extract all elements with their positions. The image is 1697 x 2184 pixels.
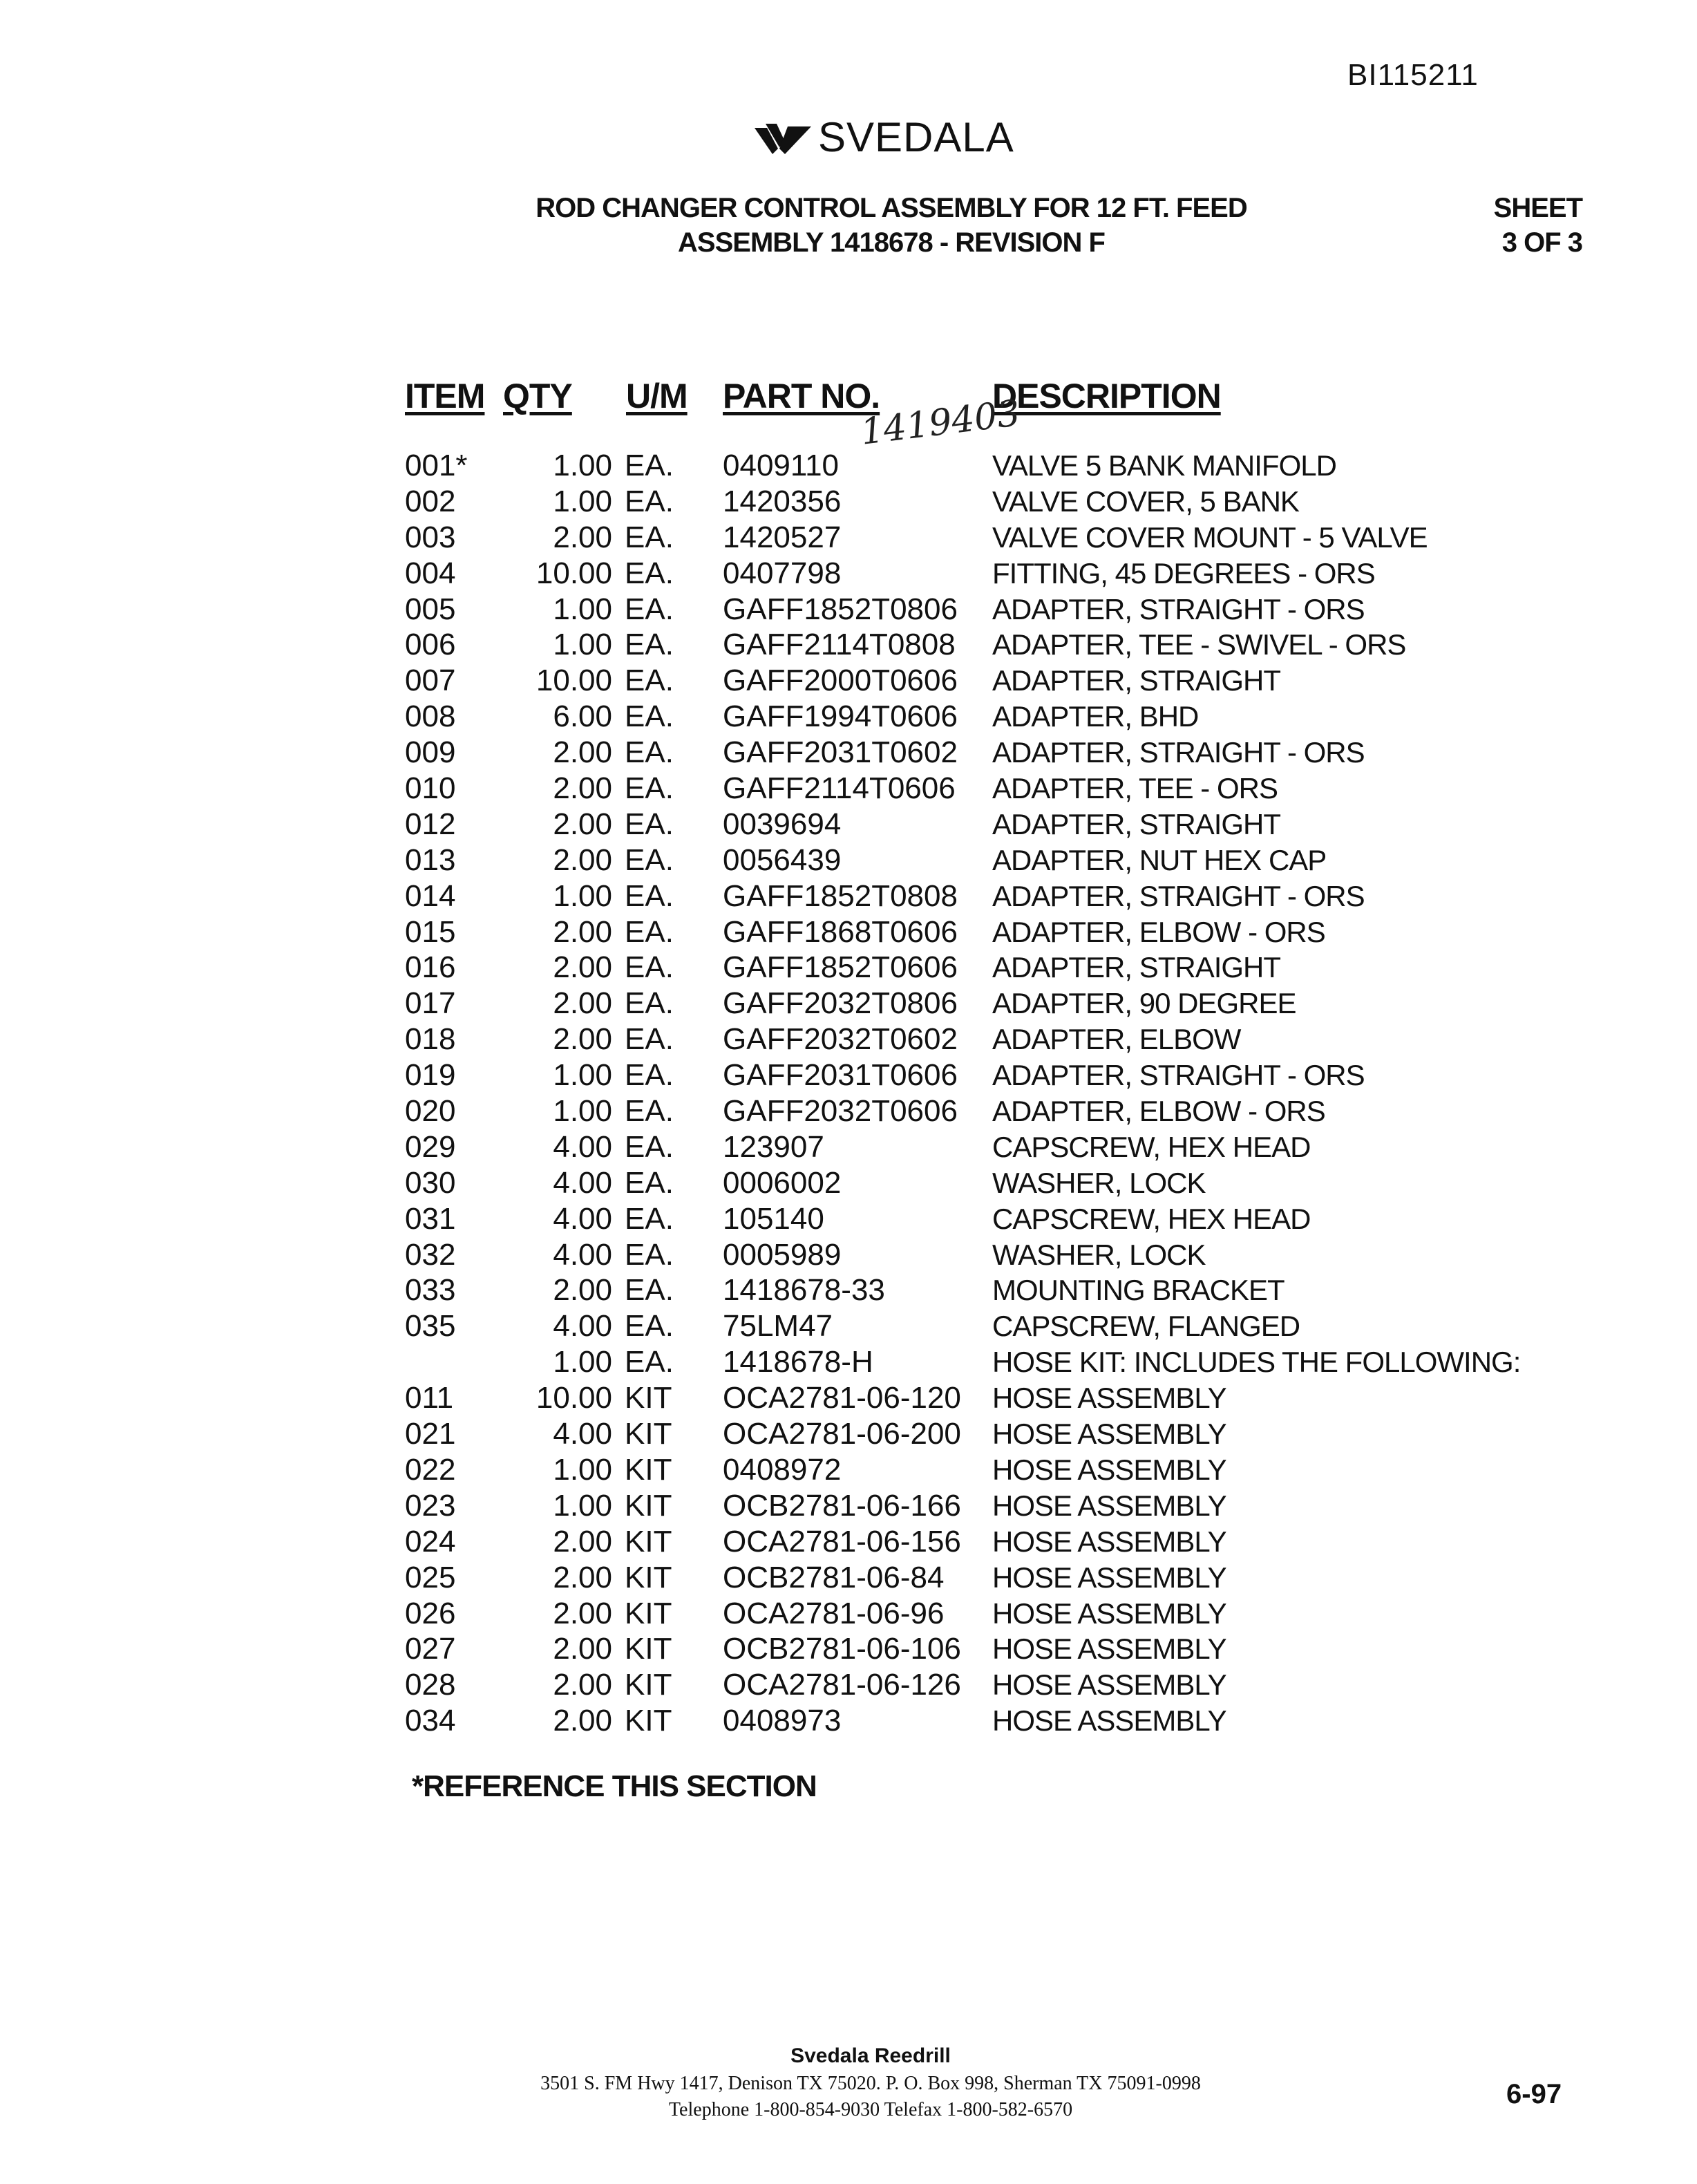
column-header-part: PART NO. [723, 377, 880, 415]
unit-of-measure-cell: EA. [625, 484, 674, 518]
company-logo [752, 113, 1014, 161]
quantity-cell: 1.00 [553, 1094, 612, 1129]
unit-of-measure-cell: EA. [625, 1273, 674, 1308]
part-number-cell: OCA2781-06-156 [723, 1524, 961, 1559]
item-number-cell: 009 [405, 735, 456, 770]
quantity-cell: 1.00 [553, 628, 612, 662]
description-cell: HOSE ASSEMBLY [992, 1597, 1226, 1630]
unit-of-measure-cell: EA. [625, 1129, 674, 1164]
part-number-cell: OCA2781-06-96 [723, 1596, 945, 1630]
item-number-cell: 016 [405, 950, 456, 985]
item-number-cell: 010 [405, 771, 456, 806]
part-number-cell: GAFF2114T0808 [723, 628, 956, 662]
unit-of-measure-cell: EA. [625, 914, 674, 949]
sheet-value: 3 OF 3 [1501, 227, 1582, 258]
unit-of-measure-cell: EA. [625, 1094, 674, 1129]
description-cell: MOUNTING BRACKET [992, 1274, 1284, 1307]
quantity-cell: 4.00 [553, 1237, 612, 1272]
item-number-cell: 030 [405, 1165, 456, 1200]
quantity-cell: 2.00 [553, 735, 612, 770]
quantity-cell: 4.00 [553, 1201, 612, 1236]
part-number-cell: OCA2781-06-200 [723, 1417, 961, 1451]
unit-of-measure-cell: EA. [625, 520, 674, 554]
part-number-cell: 1418678-33 [723, 1273, 885, 1308]
description-cell: WASHER, LOCK [992, 1238, 1206, 1271]
item-number-cell: 011 [405, 1381, 454, 1415]
description-cell: ADAPTER, BHD [992, 700, 1199, 733]
unit-of-measure-cell: EA. [625, 807, 674, 841]
quantity-cell: 2.00 [553, 1668, 612, 1702]
logo-text: SVEDALA [818, 114, 1014, 160]
quantity-cell: 2.00 [553, 914, 612, 949]
description-cell: HOSE ASSEMBLY [992, 1525, 1226, 1558]
item-number-cell: 022 [405, 1452, 456, 1487]
part-number-cell: 0408973 [723, 1704, 842, 1738]
unit-of-measure-cell: EA. [625, 878, 674, 913]
quantity-cell: 1.00 [553, 1345, 612, 1380]
part-number-cell: OCB2781-06-106 [723, 1632, 961, 1666]
unit-of-measure-cell: EA. [625, 1237, 674, 1272]
description-cell: ADAPTER, STRAIGHT - ORS [992, 1059, 1365, 1092]
description-cell: ADAPTER, STRAIGHT - ORS [992, 736, 1365, 769]
quantity-cell: 2.00 [553, 1632, 612, 1666]
item-number-cell: 018 [405, 1022, 456, 1057]
footer-company: Svedala Reedrill [790, 2044, 951, 2067]
item-number-cell: 021 [405, 1417, 456, 1451]
column-header-description: DESCRIPTION [992, 377, 1221, 415]
item-number-cell: 034 [405, 1704, 456, 1738]
quantity-cell: 2.00 [553, 1022, 612, 1057]
unit-of-measure-cell: KIT [625, 1488, 672, 1523]
item-number-cell: 004 [405, 556, 456, 590]
quantity-cell: 2.00 [553, 986, 612, 1021]
description-cell: ADAPTER, STRAIGHT [992, 664, 1281, 697]
unit-of-measure-cell: KIT [625, 1524, 672, 1559]
quantity-cell: 2.00 [553, 1524, 612, 1559]
part-number-cell: GAFF2114T0606 [723, 771, 956, 806]
item-number-cell: 031 [405, 1201, 456, 1236]
description-cell: HOSE ASSEMBLY [992, 1704, 1226, 1738]
part-number-cell: 123907 [723, 1129, 824, 1164]
item-number-cell: 017 [405, 986, 456, 1021]
item-number-cell: 015 [405, 914, 456, 949]
description-cell: ADAPTER, TEE - SWIVEL - ORS [992, 628, 1406, 661]
item-number-cell: 026 [405, 1596, 456, 1630]
description-cell: WASHER, LOCK [992, 1166, 1206, 1199]
description-cell: HOSE ASSEMBLY [992, 1632, 1226, 1666]
description-cell: HOSE ASSEMBLY [992, 1382, 1226, 1415]
item-number-cell: 025 [405, 1560, 456, 1594]
part-number-cell: GAFF1994T0606 [723, 699, 958, 734]
quantity-cell: 1.00 [553, 1488, 612, 1523]
unit-of-measure-cell: EA. [625, 1345, 674, 1380]
column-header-item: ITEM [405, 377, 485, 415]
description-cell: VALVE COVER MOUNT - 5 VALVE [992, 520, 1428, 554]
description-cell: ADAPTER, ELBOW - ORS [992, 1095, 1325, 1128]
item-number-cell: 020 [405, 1094, 456, 1129]
column-header-qty: QTY [503, 377, 572, 415]
item-number-cell: 003 [405, 520, 456, 554]
unit-of-measure-cell: EA. [625, 1309, 674, 1344]
unit-of-measure-cell: KIT [625, 1417, 672, 1451]
description-cell: CAPSCREW, HEX HEAD [992, 1130, 1311, 1163]
part-number-cell: 1420527 [723, 520, 842, 554]
unit-of-measure-cell: KIT [625, 1560, 672, 1594]
quantity-cell: 4.00 [553, 1129, 612, 1164]
item-number-cell: 028 [405, 1668, 456, 1702]
description-cell: HOSE ASSEMBLY [992, 1668, 1226, 1702]
quantity-cell: 10.00 [535, 556, 612, 590]
part-number-cell: 0407798 [723, 556, 842, 590]
unit-of-measure-cell: KIT [625, 1668, 672, 1702]
description-cell: ADAPTER, ELBOW - ORS [992, 915, 1325, 948]
unit-of-measure-cell: EA. [625, 699, 674, 734]
quantity-cell: 2.00 [553, 807, 612, 841]
document-id: BI115211 [1347, 58, 1479, 92]
part-number-cell: GAFF2032T0806 [723, 986, 958, 1021]
title-line-1: ROD CHANGER CONTROL ASSEMBLY FOR 12 FT. FEED [535, 193, 1247, 223]
quantity-cell: 10.00 [535, 663, 612, 698]
quantity-cell: 2.00 [553, 1596, 612, 1630]
part-number-cell: 0039694 [723, 807, 842, 841]
unit-of-measure-cell: EA. [625, 556, 674, 590]
quantity-cell: 4.00 [553, 1309, 612, 1344]
unit-of-measure-cell: EA. [625, 771, 674, 806]
description-cell: ADAPTER, 90 DEGREE [992, 987, 1296, 1020]
quantity-cell: 10.00 [535, 1381, 612, 1415]
part-number-cell: OCA2781-06-126 [723, 1668, 961, 1702]
description-cell: ADAPTER, ELBOW [992, 1023, 1241, 1056]
unit-of-measure-cell: KIT [625, 1704, 672, 1738]
quantity-cell: 4.00 [553, 1417, 612, 1451]
quantity-cell: 1.00 [553, 449, 612, 482]
svedala-logo-icon [752, 118, 814, 157]
unit-of-measure-cell: KIT [625, 1452, 672, 1487]
part-number-cell: 0408972 [723, 1452, 842, 1487]
description-cell: VALVE 5 BANK MANIFOLD [992, 449, 1336, 482]
item-number-cell: 001* [405, 449, 468, 482]
unit-of-measure-cell: EA. [625, 592, 674, 626]
unit-of-measure-cell: EA. [625, 1165, 674, 1200]
part-number-cell: 0409110 [723, 449, 840, 482]
part-number-cell: OCB2781-06-84 [723, 1560, 945, 1594]
item-number-cell: 002 [405, 484, 456, 518]
unit-of-measure-cell: EA. [625, 1201, 674, 1236]
description-cell: HOSE ASSEMBLY [992, 1418, 1226, 1451]
item-number-cell: 035 [405, 1309, 456, 1344]
quantity-cell: 2.00 [553, 950, 612, 985]
unit-of-measure-cell: KIT [625, 1632, 672, 1666]
part-number-cell: GAFF2031T0602 [723, 735, 958, 770]
part-number-cell: 0006002 [723, 1165, 842, 1200]
item-number-cell: 008 [405, 699, 456, 734]
description-cell: ADAPTER, NUT HEX CAP [992, 843, 1327, 876]
unit-of-measure-cell: EA. [625, 842, 674, 877]
unit-of-measure-cell: KIT [625, 1381, 672, 1415]
description-cell: FITTING, 45 DEGREES - ORS [992, 556, 1375, 590]
quantity-cell: 1.00 [553, 484, 612, 518]
description-cell: CAPSCREW, HEX HEAD [992, 1202, 1311, 1235]
footer [456, 2042, 1285, 2123]
part-number-cell: GAFF1852T0806 [723, 592, 958, 626]
document-title [484, 191, 1299, 260]
quantity-cell: 1.00 [553, 1452, 612, 1487]
part-number-cell: 1420356 [723, 484, 842, 518]
quantity-cell: 1.00 [553, 1058, 612, 1093]
description-cell: ADAPTER, STRAIGHT [992, 807, 1281, 840]
description-cell: ADAPTER, STRAIGHT - ORS [992, 879, 1365, 912]
unit-of-measure-cell: EA. [625, 986, 674, 1021]
unit-of-measure-cell: EA. [625, 663, 674, 698]
sheet-info [1451, 191, 1582, 260]
unit-of-measure-cell: EA. [625, 628, 674, 662]
page-number: 6-97 [1506, 2079, 1562, 2109]
quantity-cell: 2.00 [553, 520, 612, 554]
quantity-cell: 1.00 [553, 592, 612, 626]
quantity-cell: 1.00 [553, 878, 612, 913]
description-cell: HOSE ASSEMBLY [992, 1453, 1226, 1486]
description-cell: HOSE ASSEMBLY [992, 1561, 1226, 1594]
footer-address: 3501 S. FM Hwy 1417, Denison TX 75020. P. O. Box 998, Sherman TX 75091-0998 [540, 2073, 1201, 2094]
sheet-label: SHEET [1493, 193, 1582, 223]
part-number-cell: 1418678-H [723, 1345, 873, 1380]
quantity-cell: 2.00 [553, 1560, 612, 1594]
unit-of-measure-cell: EA. [625, 449, 674, 482]
item-number-cell: 014 [405, 878, 456, 913]
item-number-cell: 013 [405, 842, 456, 877]
quantity-cell: 2.00 [553, 1273, 612, 1308]
part-number-cell: GAFF2000T0606 [723, 663, 958, 698]
part-number-cell: 75LM47 [723, 1309, 833, 1344]
item-number-cell: 006 [405, 628, 456, 662]
part-number-cell: GAFF2031T0606 [723, 1058, 958, 1093]
unit-of-measure-cell: KIT [625, 1596, 672, 1630]
item-number-cell: 012 [405, 807, 456, 841]
description-cell: CAPSCREW, FLANGED [992, 1310, 1300, 1343]
part-number-cell: GAFF2032T0602 [723, 1022, 958, 1057]
title-line-2: ASSEMBLY 1418678 - REVISION F [678, 227, 1105, 258]
part-number-cell: 0005989 [723, 1237, 842, 1272]
description-cell: HOSE ASSEMBLY [992, 1489, 1226, 1522]
description-cell: ADAPTER, TEE - ORS [992, 772, 1278, 805]
quantity-cell: 2.00 [553, 1704, 612, 1738]
item-number-cell: 032 [405, 1237, 456, 1272]
part-number-cell: 105140 [723, 1201, 824, 1236]
item-number-cell: 007 [405, 663, 456, 698]
part-number-cell: GAFF1852T0808 [723, 878, 958, 913]
quantity-cell: 2.00 [553, 771, 612, 806]
part-number-cell: GAFF1852T0606 [723, 950, 958, 985]
column-header-um: U/M [626, 377, 688, 415]
unit-of-measure-cell: EA. [625, 1022, 674, 1057]
unit-of-measure-cell: EA. [625, 950, 674, 985]
item-number-cell: 033 [405, 1273, 456, 1308]
unit-of-measure-cell: EA. [625, 1058, 674, 1093]
part-number-cell: GAFF1868T0606 [723, 914, 958, 949]
quantity-cell: 6.00 [553, 699, 612, 734]
item-number-cell: 023 [405, 1488, 456, 1523]
quantity-cell: 4.00 [553, 1165, 612, 1200]
description-cell: HOSE KIT: INCLUDES THE FOLLOWING: [992, 1346, 1521, 1379]
description-cell: VALVE COVER, 5 BANK [992, 484, 1299, 518]
part-number-cell: OCA2781-06-120 [723, 1381, 961, 1415]
part-number-cell: OCB2781-06-166 [723, 1488, 961, 1523]
description-cell: ADAPTER, STRAIGHT [992, 951, 1281, 984]
part-number-cell: GAFF2032T0606 [723, 1094, 958, 1129]
quantity-cell: 2.00 [553, 842, 612, 877]
reference-note: *REFERENCE THIS SECTION [412, 1769, 817, 1803]
handwritten-note: 1419403 [858, 392, 1023, 453]
part-number-cell: 0056439 [723, 842, 842, 877]
item-number-cell: 029 [405, 1129, 456, 1164]
item-number-cell: 019 [405, 1058, 456, 1093]
item-number-cell: 027 [405, 1632, 456, 1666]
item-number-cell: 005 [405, 592, 456, 626]
description-cell: ADAPTER, STRAIGHT - ORS [992, 592, 1365, 625]
unit-of-measure-cell: EA. [625, 735, 674, 770]
item-number-cell: 024 [405, 1524, 456, 1559]
footer-phone: Telephone 1-800-854-9030 Telefax 1-800-582-6570 [668, 2099, 1073, 2120]
